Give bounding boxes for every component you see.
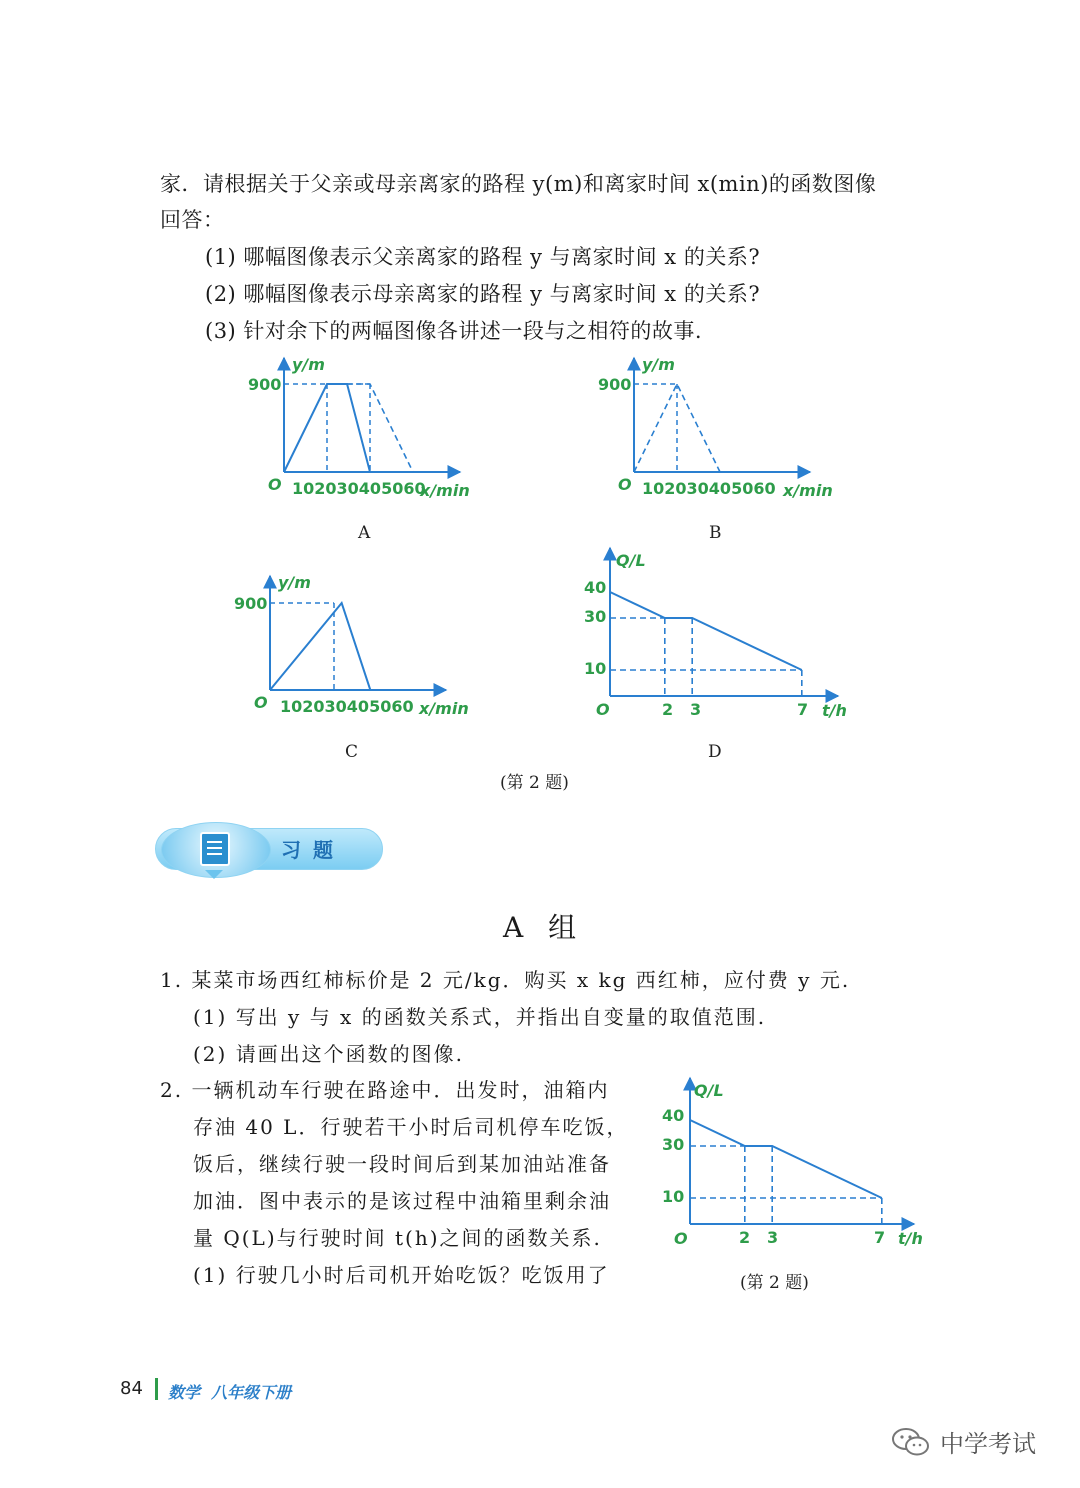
watermark-text: 中学考试 xyxy=(940,1430,1036,1458)
book-title: 数学 八年级下册 xyxy=(168,1383,292,1402)
exercise-2-line-1: 2. 一辆机动车行驶在路途中．出发时，油箱内 xyxy=(160,1078,610,1102)
x-axis-label: t/h xyxy=(898,1229,923,1248)
y-tick-900: 900 xyxy=(234,594,268,613)
exercise-2-line-5: 量 Q(L)与行驶时间 t(h)之间的函数关系. xyxy=(193,1226,602,1250)
y-axis-label: y/m xyxy=(642,355,675,374)
x-ticks: 102030405060 xyxy=(292,479,426,498)
graph-a xyxy=(240,350,500,510)
x-axis-label: x/min xyxy=(420,481,470,500)
y-axis-label: Q/L xyxy=(694,1081,724,1100)
footer-divider xyxy=(155,1378,158,1400)
wechat-icon xyxy=(890,1425,932,1459)
series-a-dashed xyxy=(347,384,413,472)
x-axis-label: t/h xyxy=(822,701,847,720)
exercise-2-line-4: 加油．图中表示的是该过程中油箱里剩余油 xyxy=(193,1189,611,1213)
caption-d: D xyxy=(708,742,722,762)
x-tick-2: 2 xyxy=(739,1228,751,1247)
x-tick-3: 3 xyxy=(690,700,702,719)
x-tick-2: 2 xyxy=(662,700,674,719)
figure-caption: (第 2 题) xyxy=(500,773,569,793)
exercise-banner xyxy=(155,822,383,882)
caption-c: C xyxy=(345,742,359,762)
y-tick-10: 10 xyxy=(584,659,607,678)
origin-label: O xyxy=(674,1229,688,1248)
y-tick-10: 10 xyxy=(662,1187,685,1206)
fuel-line xyxy=(690,1120,882,1198)
exercise-1-sub-1: (1) 写出 y 与 x 的函数关系式，并指出自变量的取值范围. xyxy=(193,1005,767,1029)
series-d-fuel xyxy=(610,592,802,670)
x-tick-7: 7 xyxy=(797,700,809,719)
exercise-1: 1. 某菜市场西红柿标价是 2 元/kg．购买 x kg 西红柿，应付费 y 元. xyxy=(160,968,851,992)
x-tick-7: 7 xyxy=(874,1228,886,1247)
caption-a: A xyxy=(358,523,371,543)
exercise-2-line-3: 饭后，继续行驶一段时间后到某加油站准备 xyxy=(193,1152,611,1176)
y-axis-label: y/m xyxy=(292,355,325,374)
x-ticks: 102030405060 xyxy=(642,479,776,498)
x-axis-label: x/min xyxy=(783,481,833,500)
exercise-2-line-2: 存油 40 L．行驶若干小时后司机停车吃饭， xyxy=(193,1115,629,1139)
y-tick-40: 40 xyxy=(662,1106,685,1125)
y-tick-30: 30 xyxy=(584,607,607,626)
graph-b xyxy=(590,350,850,510)
origin-label: O xyxy=(618,475,632,494)
origin-label: O xyxy=(268,475,282,494)
series-a-dashed-line xyxy=(347,384,413,472)
origin-label: O xyxy=(596,700,610,719)
intro-line-2: 回答： xyxy=(160,208,225,232)
x-axis-label: x/min xyxy=(419,699,469,718)
exercise-2-caption: (第 2 题) xyxy=(740,1273,809,1293)
question-3: (3) 针对余下的两幅图像各讲述一段与之相符的故事. xyxy=(205,319,703,343)
y-tick-900: 900 xyxy=(248,375,282,394)
y-tick-40: 40 xyxy=(584,578,607,597)
x-tick-3: 3 xyxy=(767,1228,779,1247)
graph-c xyxy=(226,568,486,728)
exercise-2-line-6: (1) 行驶几小时后司机开始吃饭？吃饭用了 xyxy=(193,1263,610,1287)
series-c-solid-line xyxy=(270,603,370,690)
y-tick-900: 900 xyxy=(598,375,632,394)
page-number: 84 xyxy=(120,1378,143,1399)
question-1: (1) 哪幅图像表示父亲离家的路程 y 与离家时间 x 的关系? xyxy=(205,245,761,269)
y-axis-label: Q/L xyxy=(616,551,646,570)
watermark xyxy=(890,1424,1036,1459)
x-ticks: 102030405060 xyxy=(280,697,414,716)
exercise-2-graph xyxy=(652,1072,932,1252)
exercise-1-sub-2: (2) 请画出这个函数的图像. xyxy=(193,1042,465,1066)
banner-label: 习题 xyxy=(281,838,345,862)
y-axis-label: y/m xyxy=(278,573,311,592)
question-2: (2) 哪幅图像表示母亲离家的路程 y 与离家时间 x 的关系? xyxy=(205,282,761,306)
group-heading: A 组 xyxy=(503,911,585,944)
origin-label: O xyxy=(254,693,268,712)
series-c-solid xyxy=(270,603,370,690)
notepad-icon xyxy=(200,832,230,866)
caption-b: B xyxy=(709,523,722,543)
y-tick-30: 30 xyxy=(662,1135,685,1154)
intro-line-1: 家．请根据关于父亲或母亲离家的路程 y(m)和离家时间 x(min)的函数图像 xyxy=(160,172,877,196)
fuel-line xyxy=(610,592,802,670)
series-e-fuel xyxy=(690,1120,882,1198)
graph-d xyxy=(570,540,860,720)
